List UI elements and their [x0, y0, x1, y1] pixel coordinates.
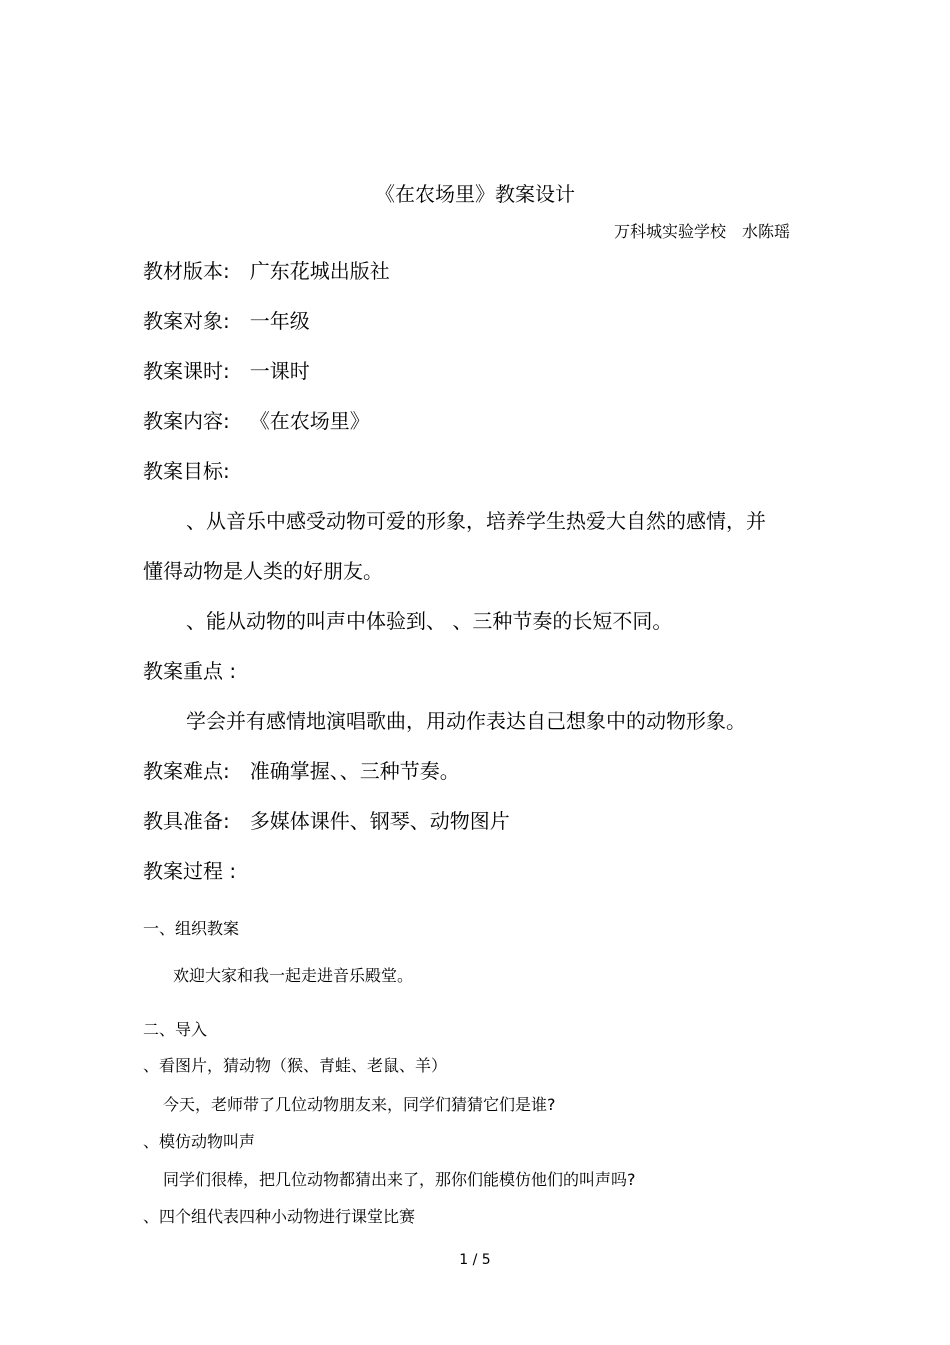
goal-1-line-1: 、从音乐中感受动物可爱的形象，培养学生热爱大自然的感情，并	[186, 509, 766, 533]
item-2-text: 同学们很棒，把几位动物都猜出来了，那你们能模仿他们的叫声吗?	[163, 1170, 636, 1189]
field-duration	[143, 355, 310, 384]
field-content	[143, 405, 370, 434]
field-label: 教案对象:	[143, 309, 230, 333]
field-audience	[143, 305, 310, 334]
field-label: 教案难点:	[143, 759, 230, 783]
field-textbook	[143, 255, 390, 284]
field-value: 准确掌握、、三种节奏。	[249, 759, 460, 783]
item-1-text: 今天，老师带了几位动物朋友来，同学们猜猜它们是谁?	[163, 1095, 556, 1114]
field-tools	[143, 805, 510, 834]
field-difficulty	[143, 755, 460, 784]
field-value: 一课时	[249, 359, 310, 383]
goals-heading: 教案目标:	[143, 459, 230, 483]
key-points-heading: 教案重点 :	[143, 659, 237, 683]
field-label: 教案内容:	[143, 409, 230, 433]
section-1-heading: 一、组织教案	[143, 919, 240, 938]
field-label: 教具准备:	[143, 809, 230, 833]
page-number: 1 / 5	[459, 1252, 491, 1268]
field-label: 教材版本:	[143, 259, 230, 283]
key-points-text: 学会并有感情地演唱歌曲，用动作表达自己想象中的动物形象。	[186, 709, 746, 733]
field-value: 一年级	[249, 309, 310, 333]
field-value: 多媒体课件、钢琴、动物图片	[249, 809, 510, 833]
goal-1-line-2: 懂得动物是人类的好朋友。	[143, 559, 383, 583]
field-value: 广东花城出版社	[249, 259, 390, 283]
field-value: 《在农场里》	[249, 409, 370, 433]
process-heading: 教案过程 :	[143, 859, 237, 883]
author-line: 万科城实验学校 水陈瑶	[613, 222, 790, 241]
item-2: 、模仿动物叫声	[143, 1132, 256, 1151]
section-2-heading: 二、导入	[143, 1020, 208, 1039]
field-label: 教案课时:	[143, 359, 230, 383]
goal-2: 、能从动物的叫声中体验到、 、三种节奏的长短不同。	[186, 609, 673, 633]
section-1-text: 欢迎大家和我一起走进音乐殿堂。	[173, 966, 414, 985]
document-title: 《在农场里》教案设计	[375, 182, 575, 206]
item-1: 、看图片，猜动物（猴、青蛙、老鼠、羊）	[143, 1056, 448, 1075]
item-3: 、四个组代表四种小动物进行课堂比赛	[143, 1207, 416, 1226]
